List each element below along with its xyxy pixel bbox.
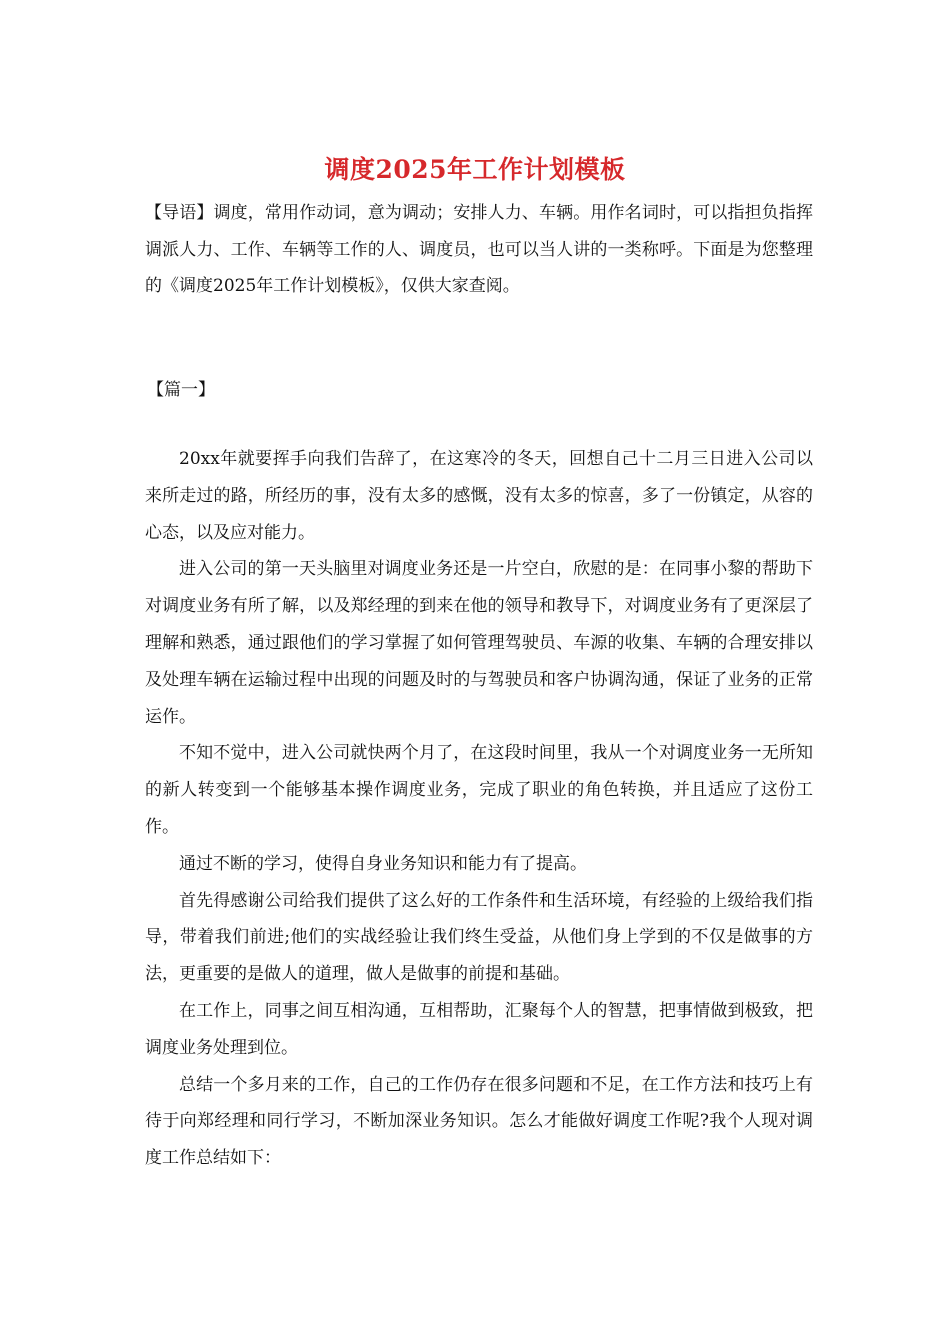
paragraph-4: 通过不断的学习，使得自身业务知识和能力有了提高。 — [179, 853, 587, 874]
intro-paragraph: 【导语】调度，常用作动词，意为调动；安排人力、车辆。用作名词时，可以指担负指挥调派人力、工作、车辆等工作的人、调度员，也可以当人讲的一类称呼。下面是为您整理的《调度2025年工作计划模板》，仅供大家查阅。 — [145, 203, 813, 296]
paragraph-5: 首先得感谢公司给我们提供了这么好的工作条件和生活环境，有经验的上级给我们指导，带着我们前进;他们的实战经验让我们终生受益，从他们身上学到的不仅是做事的方法，更重要的是做人的道理，做人是做事的前提和基础。 — [145, 890, 813, 985]
paragraph-2: 进入公司的第一天头脑里对调度业务还是一片空白，欣慰的是：在同事小黎的帮助下对调度业务有所了解，以及郑经理的到来在他的领导和教导下，对调度业务有了更深层了理解和熟悉，通过跟他们的学习掌握了如何管理驾驶员、车源的收集、车辆的合理安排以及处理车辆在运输过程中出现的问题及时的与驾驶员和客户协调沟通，保证了业务的正常运作。 — [145, 559, 813, 727]
body-text — [145, 441, 813, 1177]
document-title: 调度2025年工作计划模板 — [324, 155, 626, 184]
paragraph-6: 在工作上，同事之间互相沟通，互相帮助，汇聚每个人的智慧，把事情做到极致，把调度业务处理到位。 — [145, 1000, 813, 1058]
paragraph-3: 不知不觉中，进入公司就快两个月了，在这段时间里，我从一个对调度业务一无所知的新人转变到一个能够基本操作调度业务，完成了职业的角色转换，并且适应了这份工作。 — [145, 743, 813, 837]
paragraph-7: 总结一个多月来的工作，自己的工作仍存在很多问题和不足，在工作方法和技巧上有待于向郑经理和同行学习，不断加深业务知识。怎么才能做好调度工作呢?我个人现对调度工作总结如下： — [145, 1074, 813, 1169]
paragraph-1: 20xx年就要挥手向我们告辞了，在这寒冷的冬天，回想自己十二月三日进入公司以来所走过的路，所经历的事，没有太多的感慨，没有太多的惊喜，多了一份镇定，从容的心态，以及应对能力。 — [145, 449, 813, 543]
section-label: 【篇一】 — [147, 380, 215, 400]
